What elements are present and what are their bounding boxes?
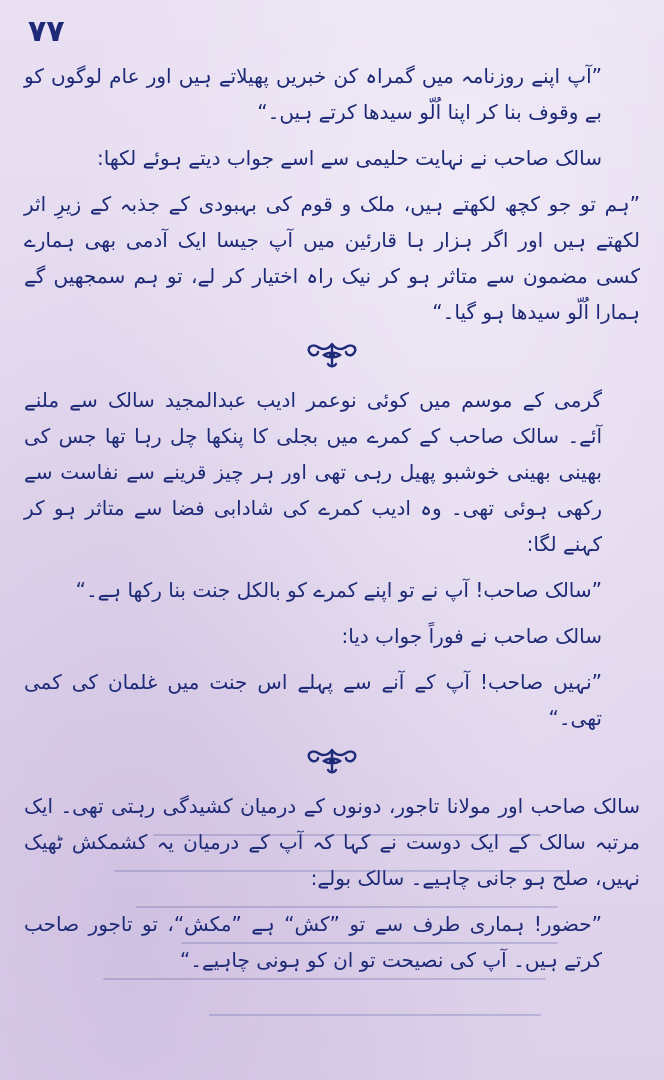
paragraph-7: ”نہیں صاحب! آپ کے آنے سے پہلے اس جنت میں غلمان کی کمی تھی۔“ xyxy=(24,670,602,730)
paragraph-1: ”آپ اپنے روزنامہ میں گمراہ کن خبریں پھیلاتے ہیں اور عام لوگوں کو بے وقوف بنا کر اپنا اُلّو سیدھا کرتے ہیں۔“ xyxy=(24,64,602,124)
paragraph-6: سالک صاحب نے فوراً جواب دیا: xyxy=(341,624,602,648)
paragraph-4: گرمی کے موسم میں کوئی نوعمر ادیب عبدالمجید سالک سے ملنے آئے۔ سالک صاحب کے کمرے میں بجلی کا پنکھا چل رہا تھا جس کی بھینی بھینی خوشبو پھیل رہی تھی اور ہر چیز قرینے سے نفاست سے رکھی ہوئی تھی۔ وہ ادیب کمرے کی شادابی فضا سے متاثر ہو کر کہنے لگا: xyxy=(24,388,602,556)
page-text xyxy=(24,58,640,988)
paragraph-2: سالک صاحب نے نہایت حلیمی سے اسے جواب دیتے ہوئے لکھا: xyxy=(97,146,602,170)
paragraph-3: ”ہم تو جو کچھ لکھتے ہیں، ملک و قوم کی بہبودی کے جذبہ کے زیرِ اثر لکھتے ہیں اور اگر ہزار ہا قارئین میں آپ جیسا ایک آدمی بھی ہمارے کسی مضمون سے متاثر ہو کر نیک راہ اختیار کر لے، تو ہم سمجھیں گے ہمارا اُلّو سیدھا ہو گیا۔“ xyxy=(24,192,640,324)
flourish-icon xyxy=(302,746,362,776)
flourish-icon xyxy=(302,340,362,370)
ornament-divider-2 xyxy=(24,746,640,776)
paragraph-9: ”حضور! ہماری طرف سے تو ”کش“ ہے ”مکش“، تو تاجور صاحب کرتے ہیں۔ آپ کی نصیحت تو ان کو ہونی چاہیے۔“ xyxy=(24,912,602,972)
ornament-divider-1 xyxy=(24,340,640,370)
page-number: ۷۷ xyxy=(28,14,65,49)
paragraph-5: ”سالک صاحب! آپ نے تو اپنے کمرے کو بالکل جنت بنا رکھا ہے۔“ xyxy=(75,578,602,602)
paragraph-8: سالک صاحب اور مولانا تاجور، دونوں کے درمیان کشیدگی رہتی تھی۔ ایک مرتبہ سالک کے ایک دوست نے کہا کہ آپ کے درمیان یہ کشمکش ٹھیک نہیں، صلح ہو جانی چاہیے۔ سالک بولے: xyxy=(24,794,640,890)
